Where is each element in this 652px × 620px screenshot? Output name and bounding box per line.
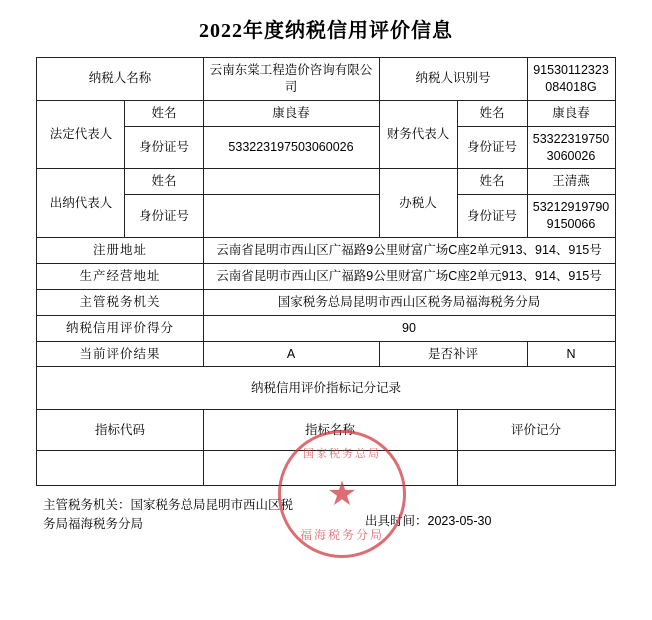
table-row: [37, 263, 615, 289]
finance-rep-label: 财务代表人: [379, 100, 457, 169]
legal-rep-label: 法定代表人: [37, 100, 125, 169]
footer-issue-date: 出具时间：2023-05-30: [365, 514, 492, 529]
legal-rep-name-label: 姓名: [125, 100, 203, 126]
finance-rep-id-label: 身份证号: [457, 126, 527, 169]
legal-rep-id-value: 533223197503060026: [203, 126, 379, 169]
taxpayer-id-label: 纳税人识别号: [379, 58, 527, 101]
finance-rep-name-label: 姓名: [457, 100, 527, 126]
register-address-value: 云南省昆明市西山区广福路9公里财富广场C座2单元913、914、915号: [203, 238, 615, 264]
document-footer: [37, 496, 615, 532]
cashier-rep-id-label: 身份证号: [125, 195, 203, 238]
indicator-code-value: [37, 451, 203, 486]
table-row: [37, 451, 615, 486]
cashier-rep-label: 出纳代表人: [37, 169, 125, 238]
current-result-label: 当前评价结果: [37, 341, 203, 367]
table-row: [37, 315, 615, 341]
table-row: [37, 410, 615, 451]
table-row: [37, 169, 615, 195]
tax-authority-label: 主管税务机关: [37, 289, 203, 315]
taxpayer-name-value: 云南东棠工程造价咨询有限公司: [203, 58, 379, 101]
table-row: [37, 367, 615, 410]
register-address-label: 注册地址: [37, 238, 203, 264]
tax-authority-value: 国家税务总局昆明市西山区税务局福海税务分局: [203, 289, 615, 315]
taxpayer-name-label: 纳税人名称: [37, 58, 203, 101]
credit-score-value: 90: [203, 315, 615, 341]
tax-handler-label: 办税人: [379, 169, 457, 238]
cashier-rep-name-value: [203, 169, 379, 195]
evaluation-score-label: 评价记分: [457, 410, 615, 451]
credit-score-label: 纳税信用评价得分: [37, 315, 203, 341]
table-row: [37, 341, 615, 367]
table-row: [37, 289, 615, 315]
finance-rep-id-value: 533223197503060026: [527, 126, 615, 169]
star-icon: ★: [326, 475, 358, 513]
table-row: [37, 100, 615, 126]
business-address-label: 生产经营地址: [37, 263, 203, 289]
current-result-value: A: [203, 341, 379, 367]
finance-rep-name-value: 康良春: [527, 100, 615, 126]
table-row: [37, 58, 615, 101]
seal-bottom-text: 福海税务分局: [299, 528, 384, 542]
seal-top-text: 国家税务总局: [303, 448, 381, 460]
cashier-rep-id-value: [203, 195, 379, 238]
tax-handler-name-value: 王清燕: [527, 169, 615, 195]
tax-credit-table: [36, 57, 615, 486]
cashier-rep-name-label: 姓名: [125, 169, 203, 195]
indicator-name-label: 指标名称: [203, 410, 457, 451]
tax-handler-id-value: 532129197909150066: [527, 195, 615, 238]
indicator-code-label: 指标代码: [37, 410, 203, 451]
footer-authority: 主管税务机关：国家税务总局昆明市西山区税务局福海税务分局: [43, 498, 294, 531]
taxpayer-id-value: 91530112323084018G: [527, 58, 615, 101]
legal-rep-id-label: 身份证号: [125, 126, 203, 169]
supplementary-label: 是否补评: [379, 341, 527, 367]
business-address-value: 云南省昆明市西山区广福路9公里财富广场C座2单元913、914、915号: [203, 263, 615, 289]
evaluation-score-value: [457, 451, 615, 486]
supplementary-value: N: [527, 341, 615, 367]
table-row: [37, 238, 615, 264]
tax-handler-name-label: 姓名: [457, 169, 527, 195]
indicator-name-value: [203, 451, 457, 486]
record-section-title: 纳税信用评价指标记分记录: [37, 367, 615, 410]
legal-rep-name-value: 康良春: [203, 100, 379, 126]
tax-handler-id-label: 身份证号: [457, 195, 527, 238]
page-title: 2022年度纳税信用评价信息: [199, 20, 453, 42]
